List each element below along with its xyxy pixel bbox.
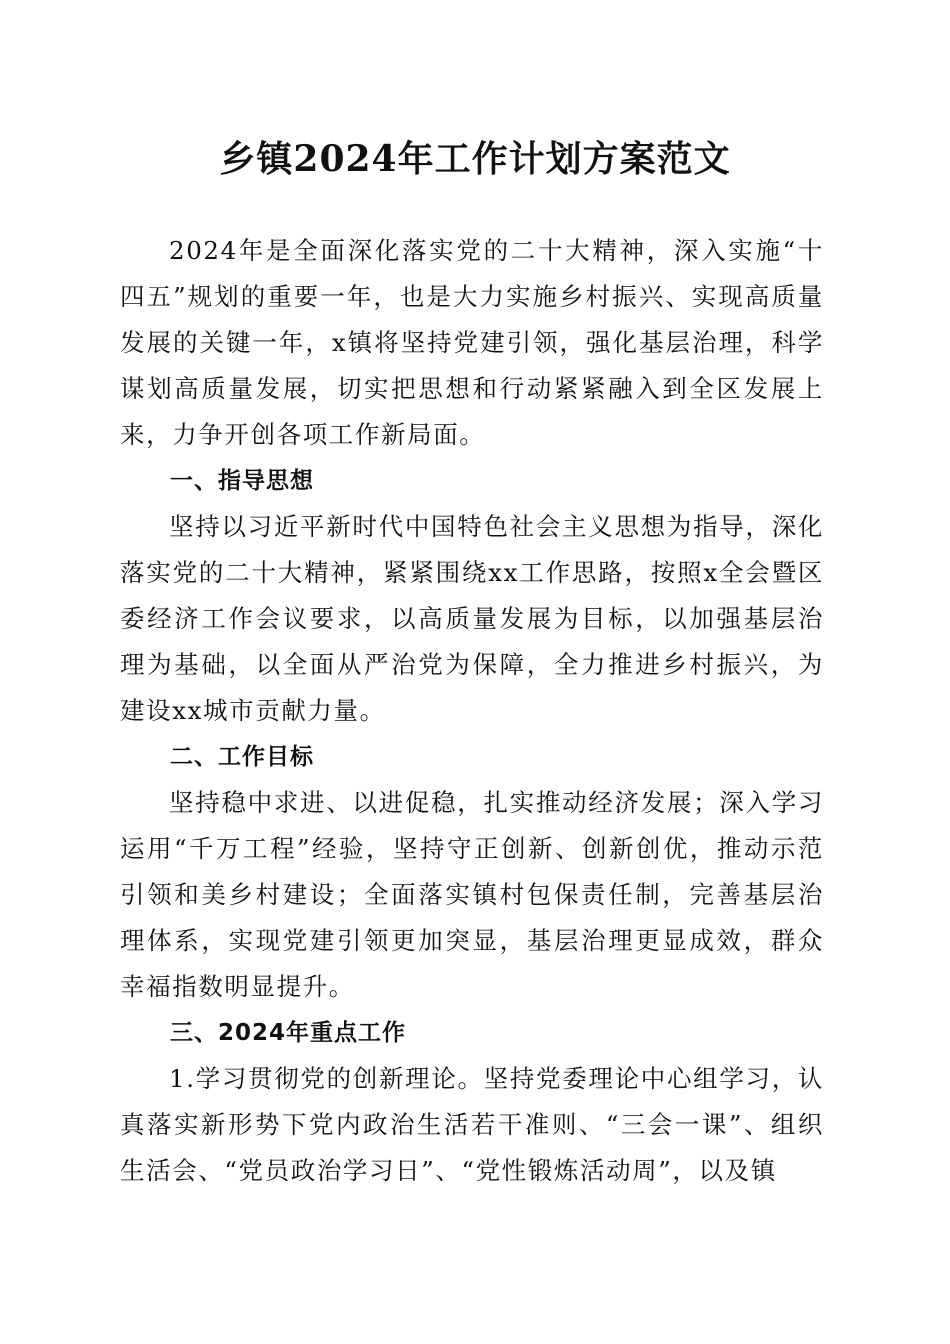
section-paragraph-work-goals: 坚持稳中求进、以进促稳，扎实推动经济发展；深入学习运用“千万工程”经验，坚持守正创新、创新创优，推动示范引领和美乡村建设；全面落实镇村包保责任制，完善基层治理体系，实现党建引领更加突显，基层治理更显成效，群众幸福指数明显提升。 [120,788,824,1001]
intro-paragraph: 2024年是全面深化落实党的二十大精神，深入实施“十四五”规划的重要一年，也是大力实施乡村振兴、实现高质量发展的关键一年，x镇将坚持党建引领，强化基层治理，科学谋划高质量发展，切实把思想和行动紧紧融入到全区发展上来，力争开创各项工作新局面。 [120,236,824,449]
section-paragraph-guiding-ideology: 坚持以习近平新时代中国特色社会主义思想为指导，深化落实党的二十大精神，紧紧围绕xx工作思路，按照x全会暨区委经济工作会议要求，以高质量发展为目标，以加强基层治理为基础，以全面从严治党为保障，全力推进乡村振兴，为建设xx城市贡献力量。 [120,512,824,725]
section-heading-key-work: 三、2024年重点工作 [170,1020,407,1046]
document-body [120,228,824,1194]
section-heading-guiding-ideology: 一、指导思想 [170,468,314,494]
section-paragraph-key-work-item-1: 1.学习贯彻党的创新理论。坚持党委理论中心组学习，认真落实新形势下党内政治生活若干准则、“三会一课”、组织生活会、“党员政治学习日”、“党性锻炼活动周”，以及镇 [120,1064,824,1185]
document-title: 乡镇2024年工作计划方案范文 [219,138,731,180]
section-heading-work-goals: 二、工作目标 [170,744,314,770]
